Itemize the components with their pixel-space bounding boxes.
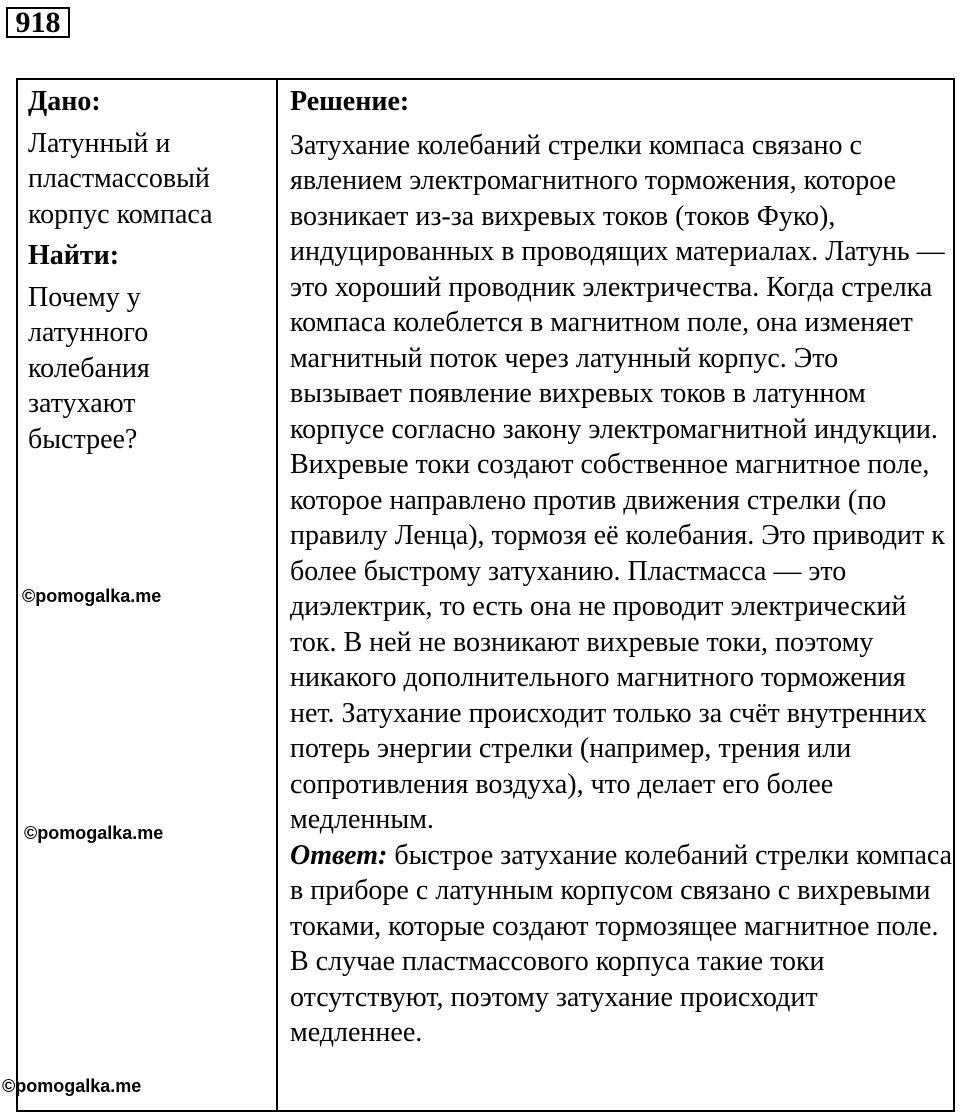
solution-column bbox=[290, 84, 956, 1051]
answer bbox=[290, 838, 956, 1051]
problem-number: 918 bbox=[6, 7, 70, 38]
answer-text: быстрое затухание колебаний стрелки компаса в приборе с латунным корпусом связано с вихревыми токами, которые создают тормозящее магнитное поле. В случае пластмассового корпуса такие токи отсутствуют, поэтому затухание происходит медленнее. bbox=[290, 839, 953, 1048]
given-heading: Дано: bbox=[28, 86, 101, 117]
given-text: Латунный и пластмассовый корпус компаса bbox=[28, 127, 213, 230]
watermark: ©pomogalka.me bbox=[2, 1076, 142, 1096]
solution-paragraph: Затухание колебаний стрелки компаса связано с явлением электромагнитного торможения, которое возникает из-за вихревых токов (токов Фуко), индуцированных в проводящих материалах. Латунь — это хороший проводник электричества. Когда стрелка компаса колеблется в магнитном поле, она изменяет магнитный поток через латунный корпус. Это вызывает появление вихревых токов в латунном корпусе согласно закону электромагнитной индукции. Вихревые токи создают собственное магнитное поле, которое направлено против движения стрелки (по правилу Ленца), тормозя её колебания. Это приводит к более быстрому затуханию. Пластмасса — это диэлектрик, то есть она не проводит электрический ток. В ней не возникают вихревые токи, поэтому никакого дополнительного магнитного торможения нет. Затухание происходит только за счёт внутренних потерь энергии стрелки (например, трения или сопротивления воздуха), что делает его более медленным. bbox=[290, 129, 945, 835]
watermark: ©pomogalka.me bbox=[24, 823, 164, 843]
column-divider bbox=[276, 80, 278, 1110]
given-column bbox=[28, 84, 268, 457]
find-text: Почему у латунного колебания затухают быстрее? bbox=[28, 281, 150, 455]
watermark: ©pomogalka.me bbox=[22, 586, 162, 606]
solution-heading: Решение: bbox=[290, 86, 410, 117]
find-heading: Найти: bbox=[28, 240, 120, 271]
answer-label: Ответ: bbox=[290, 839, 388, 871]
